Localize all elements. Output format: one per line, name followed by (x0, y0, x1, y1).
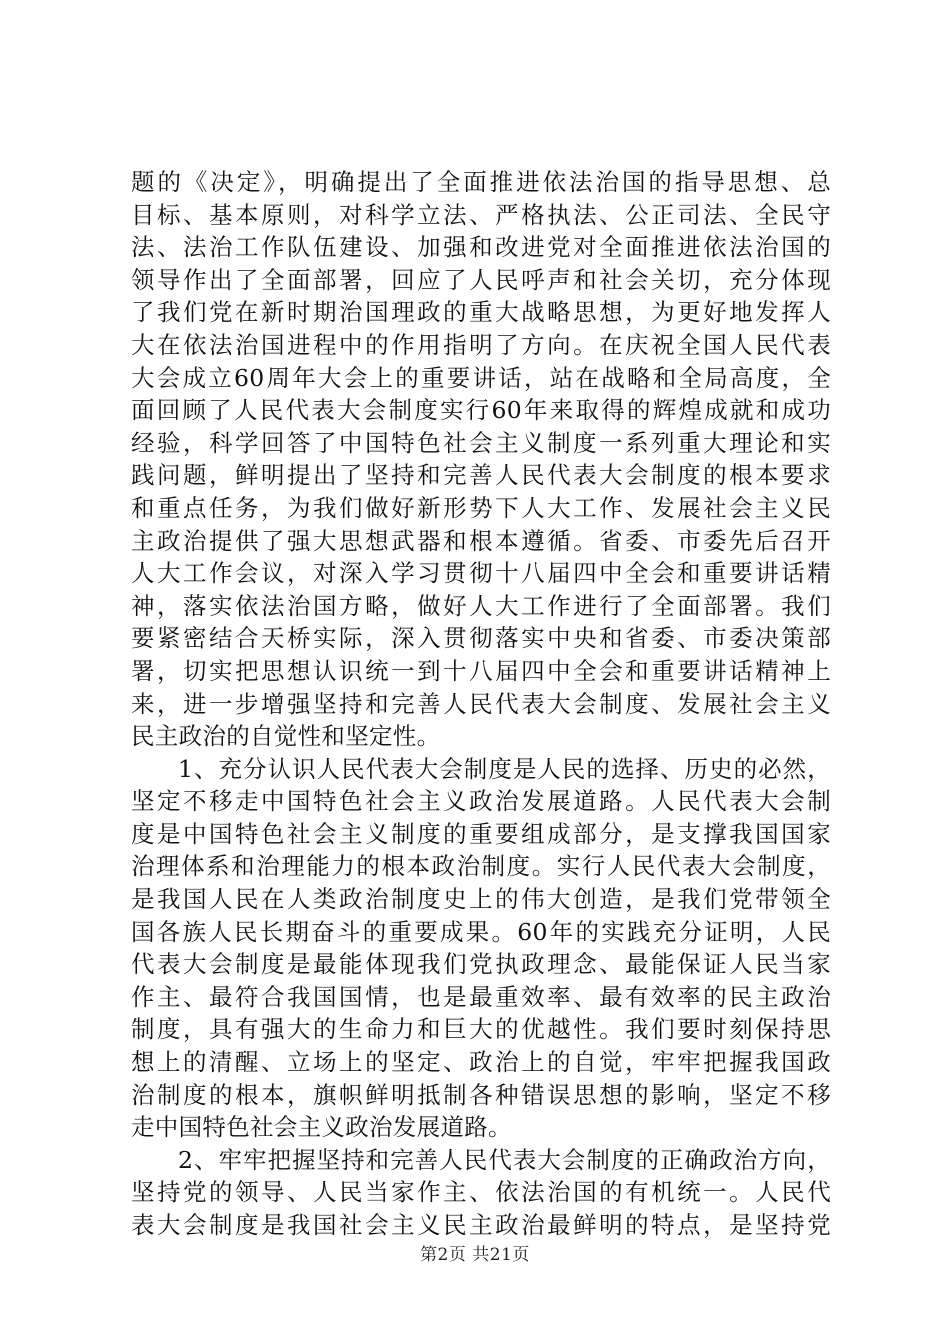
text-line: 坚持党的领导、人民当家作主、依法治国的有机统一。人民代 (131, 1178, 831, 1207)
text-line: 国各族人民长期奋斗的重要成果。60年的实践充分证明，人民 (131, 917, 831, 946)
text-line: 神，落实依法治国方略，做好人大工作进行了全面部署。我们 (131, 591, 831, 620)
text-line: 经验，科学回答了中国特色社会主义制度一系列重大理论和实 (131, 428, 831, 457)
text-line: 人大工作会议，对深入学习贯彻十八届四中全会和重要讲话精 (131, 559, 831, 588)
text-line: 治理体系和治理能力的根本政治制度。实行人民代表大会制度， (131, 852, 831, 881)
text-line: 作主、最符合我国国情，也是最重效率、最有效率的民主政治 (131, 982, 831, 1011)
text-line: 想上的清醒、立场上的坚定、政治上的自觉，牢牢把握我国政 (131, 1048, 831, 1077)
text-line: 践问题，鲜明提出了坚持和完善人民代表大会制度的根本要求 (131, 461, 831, 490)
text-line: 1、充分认识人民代表大会制度是人民的选择、历史的必然， (178, 754, 831, 783)
text-line: 法、法治工作队伍建设、加强和改进党对全面推进依法治国的 (131, 233, 831, 262)
text-line: 目标、基本原则，对科学立法、严格执法、公正司法、全民守 (131, 200, 831, 229)
text-line: 来，进一步增强坚持和完善人民代表大会制度、发展社会主义 (131, 689, 831, 718)
text-line: 治制度的根本，旗帜鲜明抵制各种错误思想的影响，坚定不移 (131, 1080, 831, 1109)
text-line: 要紧密结合天桥实际，深入贯彻落实中央和省委、市委决策部 (131, 624, 831, 653)
text-line: 大在依法治国进程中的作用指明了方向。在庆祝全国人民代表 (131, 330, 831, 359)
text-line: 度是中国特色社会主义制度的重要组成部分，是支撑我国国家 (131, 819, 831, 848)
text-line: 表大会制度是我国社会主义民主政治最鲜明的特点，是坚持党 (131, 1211, 831, 1239)
text-line: 面回顾了人民代表大会制度实行60年来取得的辉煌成就和成功 (131, 396, 831, 425)
text-line: 制度，具有强大的生命力和巨大的优越性。我们要时刻保持思 (131, 1015, 831, 1044)
text-line: 署，切实把思想认识统一到十八届四中全会和重要讲话精神上 (131, 656, 831, 685)
text-line: 领导作出了全面部署，回应了人民呼声和社会关切，充分体现 (131, 265, 831, 294)
text-line: 题的《决定》，明确提出了全面推进依法治国的指导思想、总 (131, 168, 831, 196)
text-line: 代表大会制度是最能体现我们党执政理念、最能保证人民当家 (131, 950, 831, 979)
text-line: 是我国人民在人类政治制度史上的伟大创造，是我们党带领全 (131, 885, 831, 914)
text-line: 走中国特色社会主义政治发展道路。 (131, 1113, 512, 1142)
text-line: 2、牢牢把握坚持和完善人民代表大会制度的正确政治方向， (178, 1145, 831, 1174)
text-line: 主政治提供了强大思想武器和根本遵循。省委、市委先后召开 (131, 526, 831, 555)
text-line: 大会成立60周年大会上的重要讲话，站在战略和全局高度，全 (131, 363, 831, 392)
text-line: 了我们党在新时期治国理政的重大战略思想，为更好地发挥人 (131, 298, 831, 327)
body-text (131, 166, 831, 1242)
text-line: 民主政治的自觉性和坚定性。 (131, 722, 441, 751)
text-line: 和重点任务，为我们做好新形势下人大工作、发展社会主义民 (131, 493, 831, 522)
text-line: 坚定不移走中国特色社会主义政治发展道路。人民代表大会制 (131, 787, 831, 816)
page-footer: 第2页 共21页 (420, 1245, 530, 1265)
